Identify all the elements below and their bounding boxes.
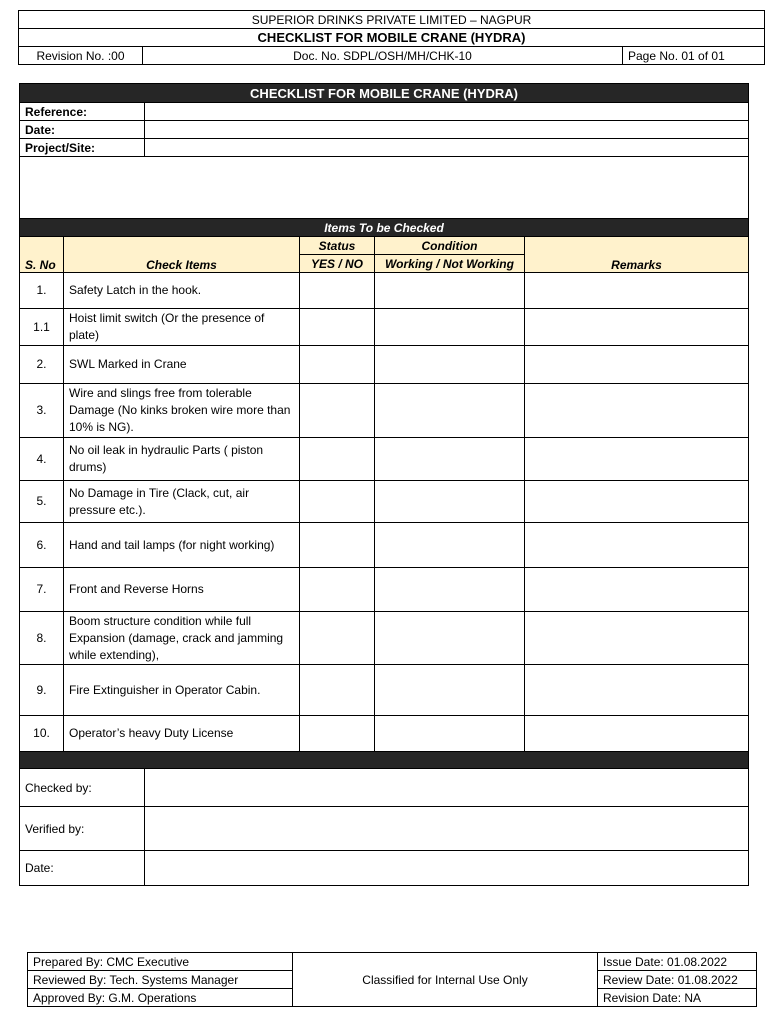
table-row — [20, 309, 749, 346]
check-item: Fire Extinguisher in Operator Cabin. — [64, 665, 300, 716]
col-check-items: Check Items — [64, 237, 300, 273]
table-row — [20, 523, 749, 568]
signoff-date-field[interactable] — [145, 851, 749, 886]
col-condition-sub: Working / Not Working — [375, 255, 525, 273]
item-number: 10. — [20, 716, 64, 752]
status-cell[interactable] — [300, 346, 375, 384]
company-name: SUPERIOR DRINKS PRIVATE LIMITED – NAGPUR — [19, 11, 765, 29]
condition-cell[interactable] — [375, 612, 525, 665]
project-site-field[interactable] — [145, 139, 749, 157]
check-item: Boom structure condition while full Expansion (damage, crack and jamming while extending), — [64, 612, 300, 665]
condition-cell[interactable] — [375, 384, 525, 438]
check-item: No Damage in Tire (Clack, cut, air pressure etc.). — [64, 481, 300, 523]
item-number: 9. — [20, 665, 64, 716]
check-item: No oil leak in hydraulic Parts ( piston drums) — [64, 438, 300, 481]
items-banner: Items To be Checked — [20, 219, 749, 237]
item-number: 3. — [20, 384, 64, 438]
table-row — [20, 273, 749, 309]
status-cell[interactable] — [300, 568, 375, 612]
document-title: CHECKLIST FOR MOBILE CRANE (HYDRA) — [19, 29, 765, 47]
issue-date: Issue Date: 01.08.2022 — [598, 953, 757, 971]
col-condition: Condition — [375, 237, 525, 255]
approved-by: Approved By: G.M. Operations — [28, 989, 293, 1007]
status-cell[interactable] — [300, 665, 375, 716]
condition-cell[interactable] — [375, 568, 525, 612]
item-number: 4. — [20, 438, 64, 481]
checklist-title: CHECKLIST FOR MOBILE CRANE (HYDRA) — [20, 84, 749, 103]
item-number: 7. — [20, 568, 64, 612]
signoff-date-label: Date: — [20, 851, 145, 886]
remarks-cell[interactable] — [525, 665, 749, 716]
project-site-label: Project/Site: — [20, 139, 145, 157]
col-status: Status — [300, 237, 375, 255]
check-item: Safety Latch in the hook. — [64, 273, 300, 309]
table-row — [20, 346, 749, 384]
table-row — [20, 481, 749, 523]
remarks-cell[interactable] — [525, 716, 749, 752]
date-field[interactable] — [145, 121, 749, 139]
check-item: Operator’s heavy Duty License — [64, 716, 300, 752]
item-number: 1. — [20, 273, 64, 309]
status-cell[interactable] — [300, 438, 375, 481]
revision-date: Revision Date: NA — [598, 989, 757, 1007]
remarks-cell[interactable] — [525, 568, 749, 612]
status-cell[interactable] — [300, 481, 375, 523]
document-number: Doc. No. SDPL/OSH/MH/CHK-10 — [143, 47, 623, 65]
item-number: 1.1 — [20, 309, 64, 346]
reviewed-by: Reviewed By: Tech. Systems Manager — [28, 971, 293, 989]
status-cell[interactable] — [300, 612, 375, 665]
checklist-table — [19, 83, 749, 886]
col-sno: S. No — [20, 237, 64, 273]
review-date: Review Date: 01.08.2022 — [598, 971, 757, 989]
condition-cell[interactable] — [375, 523, 525, 568]
classification: Classified for Internal Use Only — [293, 953, 598, 1007]
status-cell[interactable] — [300, 716, 375, 752]
condition-cell[interactable] — [375, 665, 525, 716]
table-row — [20, 438, 749, 481]
document-footer — [27, 952, 757, 1007]
check-item: Hand and tail lamps (for night working) — [64, 523, 300, 568]
verified-by-label: Verified by: — [20, 807, 145, 851]
status-cell[interactable] — [300, 309, 375, 346]
table-row — [20, 384, 749, 438]
item-number: 2. — [20, 346, 64, 384]
item-number: 6. — [20, 523, 64, 568]
date-label: Date: — [20, 121, 145, 139]
reference-label: Reference: — [20, 103, 145, 121]
reference-field[interactable] — [145, 103, 749, 121]
table-row — [20, 612, 749, 665]
page-number: Page No. 01 of 01 — [623, 47, 765, 65]
checked-by-label: Checked by: — [20, 769, 145, 807]
remarks-cell[interactable] — [525, 523, 749, 568]
table-row — [20, 665, 749, 716]
status-cell[interactable] — [300, 384, 375, 438]
col-remarks: Remarks — [525, 237, 749, 273]
table-row — [20, 568, 749, 612]
item-number: 5. — [20, 481, 64, 523]
remarks-cell[interactable] — [525, 481, 749, 523]
remarks-cell[interactable] — [525, 273, 749, 309]
status-cell[interactable] — [300, 523, 375, 568]
condition-cell[interactable] — [375, 346, 525, 384]
item-number: 8. — [20, 612, 64, 665]
document-header — [18, 10, 765, 65]
remarks-cell[interactable] — [525, 438, 749, 481]
remarks-cell[interactable] — [525, 384, 749, 438]
check-item: Wire and slings free from tolerable Damage (No kinks broken wire more than 10% is NG). — [64, 384, 300, 438]
check-item: Front and Reverse Horns — [64, 568, 300, 612]
status-cell[interactable] — [300, 273, 375, 309]
remarks-cell[interactable] — [525, 346, 749, 384]
condition-cell[interactable] — [375, 438, 525, 481]
condition-cell[interactable] — [375, 309, 525, 346]
divider-bar — [20, 752, 749, 769]
blank-notes-area[interactable] — [20, 157, 749, 219]
table-row — [20, 716, 749, 752]
prepared-by: Prepared By: CMC Executive — [28, 953, 293, 971]
checked-by-field[interactable] — [145, 769, 749, 807]
condition-cell[interactable] — [375, 716, 525, 752]
condition-cell[interactable] — [375, 273, 525, 309]
check-item: Hoist limit switch (Or the presence of plate) — [64, 309, 300, 346]
remarks-cell[interactable] — [525, 309, 749, 346]
remarks-cell[interactable] — [525, 612, 749, 665]
check-item: SWL Marked in Crane — [64, 346, 300, 384]
col-status-sub: YES / NO — [300, 255, 375, 273]
verified-by-field[interactable] — [145, 807, 749, 851]
condition-cell[interactable] — [375, 481, 525, 523]
revision-number: Revision No. :00 — [19, 47, 143, 65]
